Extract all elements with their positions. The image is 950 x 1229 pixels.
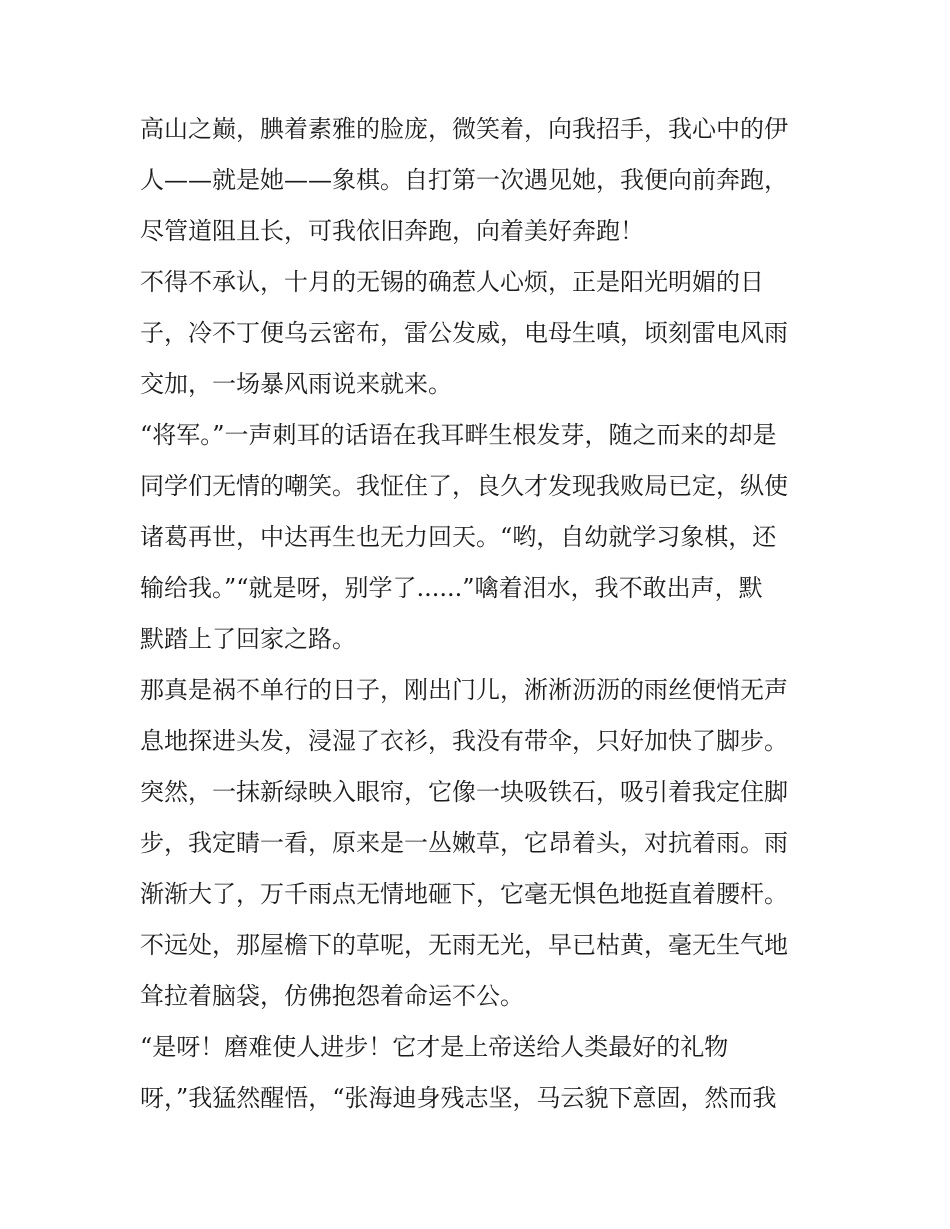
- text-line: 步，我定睛一看，原来是一丛嫩草，它昂着头，对抗着雨。雨: [140, 829, 788, 857]
- text-line: 突然，一抹新绿映入眼帘，它像一块吸铁石，吸引着我定住脚: [140, 778, 788, 806]
- text-line: 不远处，那屋檐下的草呢，无雨无光，早已枯黄，毫无生气地: [140, 931, 788, 959]
- essay-body: [140, 104, 830, 1124]
- text-line: 人——就是她——象棋。自打第一次遇见她，我便向前奔跑，: [140, 166, 788, 194]
- text-line: 子，冷不丁便乌云密布，雷公发威，电母生嗔，顷刻雷电风雨: [140, 319, 788, 347]
- text-line: 那真是祸不单行的日子，刚出门儿，淅淅沥沥的雨丝便悄无声: [140, 676, 788, 704]
- text-line: 高山之巅，腆着素雅的脸庞，微笑着，向我招手，我心中的伊: [140, 115, 788, 143]
- text-line: 默踏上了回家之路。: [140, 625, 356, 653]
- text-line: 呀，”我猛然醒悟，“张海迪身残志坚，马云貌下意固，然而我: [140, 1084, 777, 1112]
- text-line: 尽管道阻且长，可我依旧奔跑，向着美好奔跑！: [140, 217, 644, 245]
- text-line: “将军。”一声刺耳的话语在我耳畔生根发芽，随之而来的却是: [140, 421, 777, 449]
- text-line: 耸拉着脑袋，仿佛抱怨着命运不公。: [140, 982, 524, 1010]
- text-line: 不得不承认，十月的无锡的确惹人心烦，正是阳光明媚的日: [140, 268, 764, 296]
- text-line: 诸葛再世，中达再生也无力回天。“哟，自幼就学习象棋，还: [140, 523, 777, 551]
- text-line: 同学们无情的嘲笑。我怔住了，良久才发现我败局已定，纵使: [140, 472, 788, 500]
- text-line: “是呀！磨难使人进步！它才是上帝送给人类最好的礼物: [140, 1033, 729, 1061]
- text-line: 息地探进头发，浸湿了衣衫，我没有带伞，只好加快了脚步。: [140, 727, 788, 755]
- text-line: 渐渐大了，万千雨点无情地砸下，它毫无惧色地挺直着腰杆。: [140, 880, 788, 908]
- text-line: 输给我。”“就是呀，别学了......”噙着泪水，我不敢出声，默: [140, 574, 763, 602]
- text-line: 交加，一场暴风雨说来就来。: [140, 370, 452, 398]
